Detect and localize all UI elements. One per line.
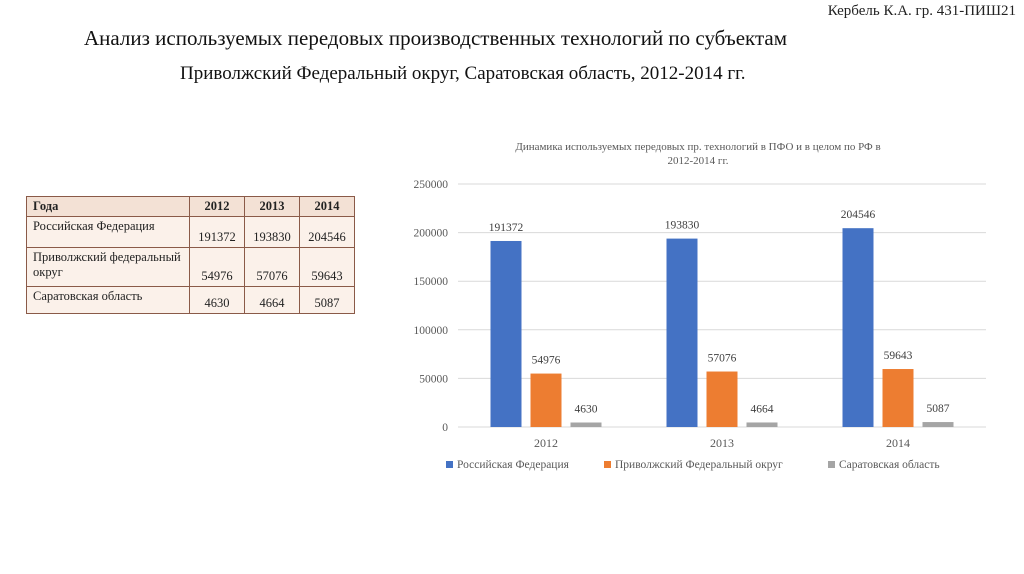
data-label: 54976 (531, 354, 561, 367)
y-tick-label: 200000 (413, 227, 448, 240)
bar (747, 422, 778, 427)
bar (491, 241, 522, 427)
data-label: 5087 (926, 403, 950, 416)
table-header-cell: 2013 (245, 197, 300, 217)
table-cell: 59643 (300, 248, 355, 287)
chart-title-line: 2012-2014 гг. (667, 155, 729, 167)
legend-swatch (604, 461, 611, 468)
bar (923, 422, 954, 427)
data-label: 57076 (707, 352, 737, 365)
bar (883, 369, 914, 427)
data-label: 59643 (883, 350, 913, 363)
bar (571, 422, 602, 427)
table-cell: 54976 (190, 248, 245, 287)
x-tick-label: 2014 (886, 436, 910, 450)
table-header-row (27, 197, 355, 217)
slide-title: Анализ используемых передовых производственных технологий по субъектам (84, 26, 787, 50)
table-header-cell: 2012 (190, 197, 245, 217)
legend-swatch (828, 461, 835, 468)
bar (531, 374, 562, 427)
table-cell: 4664 (245, 287, 300, 314)
y-tick-label: 100000 (413, 324, 448, 337)
table-cell: 57076 (245, 248, 300, 287)
x-tick-label: 2013 (710, 436, 734, 450)
bar (707, 372, 738, 427)
y-tick-label: 250000 (413, 179, 448, 191)
data-label: 193830 (664, 219, 700, 232)
table-cell: 193830 (245, 217, 300, 248)
y-tick-label: 50000 (419, 373, 448, 386)
table-row (27, 248, 355, 287)
legend-label: Саратовская область (839, 459, 940, 471)
table-row (27, 287, 355, 314)
slide-subtitle: Приволжский Федеральный округ, Саратовская область, 2012-2014 гг. (180, 63, 746, 84)
data-table (26, 196, 355, 314)
data-label: 191372 (488, 221, 524, 234)
table-row-label: Саратовская область (27, 287, 190, 314)
table-row-label: Приволжский федеральный округ (27, 248, 190, 287)
table-header-cell: 2014 (300, 197, 355, 217)
table-cell: 204546 (300, 217, 355, 248)
bar (843, 228, 874, 427)
legend-label: Российская Федерация (457, 459, 569, 471)
table-row-label: Российская Федерация (27, 217, 190, 248)
table-cell: 5087 (300, 287, 355, 314)
data-label: 4664 (750, 403, 774, 416)
data-label: 204546 (840, 209, 876, 222)
table-row (27, 217, 355, 248)
y-tick-label: 0 (442, 422, 448, 434)
legend-swatch (446, 461, 453, 468)
table-cell: 191372 (190, 217, 245, 248)
legend-label: Приволжский Федеральный округ (615, 459, 783, 471)
bar (667, 239, 698, 427)
author-label: Кербель К.А. гр. 431-ПИШ21 (827, 3, 1016, 19)
x-tick-label: 2012 (534, 436, 558, 450)
y-tick-label: 150000 (413, 276, 448, 289)
table-header-cell: Года (27, 197, 190, 217)
chart-title-line: Динамика используемых передовых пр. технологий в ПФО и в целом по РФ в (515, 141, 881, 153)
data-label: 4630 (574, 403, 598, 416)
table-cell: 4630 (190, 287, 245, 314)
bar-chart (398, 128, 998, 488)
